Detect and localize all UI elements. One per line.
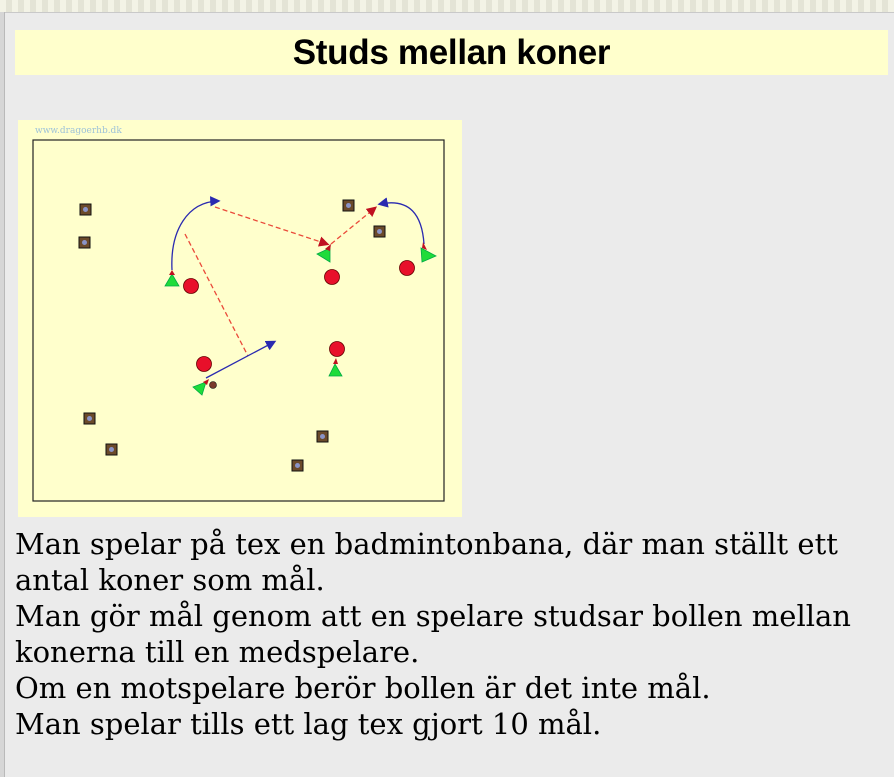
page-title: Studs mellan koner bbox=[292, 32, 611, 72]
ball-icon bbox=[210, 382, 217, 389]
diagram-canvas bbox=[18, 120, 462, 517]
red-player-circle-icon bbox=[197, 357, 212, 372]
cone-square-icon bbox=[80, 204, 91, 215]
top-decorative-strip bbox=[0, 0, 894, 13]
description-line: Man spelar på tex en badmintonbana, där man ställt ett antal koner som mål. bbox=[15, 527, 838, 597]
cone-square-icon bbox=[79, 237, 90, 248]
red-player-circle-icon bbox=[400, 261, 415, 276]
cone-square-icon bbox=[343, 200, 354, 211]
title-banner bbox=[15, 30, 888, 75]
description-line: Man spelar tills ett lag tex gjort 10 mål. bbox=[15, 707, 602, 741]
field-background bbox=[18, 120, 462, 517]
cone-square-icon bbox=[84, 413, 95, 424]
cone-square-icon bbox=[317, 431, 328, 442]
diagram-watermark: www.dragoerhb.dk bbox=[35, 126, 122, 136]
description-line: Man gör mål genom att en spelare studsar bollen mellan konerna till en medspelare. bbox=[15, 599, 851, 669]
exercise-description bbox=[15, 526, 885, 742]
exercise-diagram bbox=[18, 120, 462, 517]
red-player-circle-icon bbox=[325, 270, 340, 285]
cone-square-icon bbox=[106, 444, 117, 455]
red-player-circle-icon bbox=[184, 279, 199, 294]
cone-square-icon bbox=[374, 226, 385, 237]
description-line: Om en motspelare berör bollen är det inte mål. bbox=[15, 671, 711, 705]
cone-square-icon bbox=[292, 460, 303, 471]
red-player-circle-icon bbox=[330, 342, 345, 357]
left-frame-border bbox=[0, 12, 5, 777]
